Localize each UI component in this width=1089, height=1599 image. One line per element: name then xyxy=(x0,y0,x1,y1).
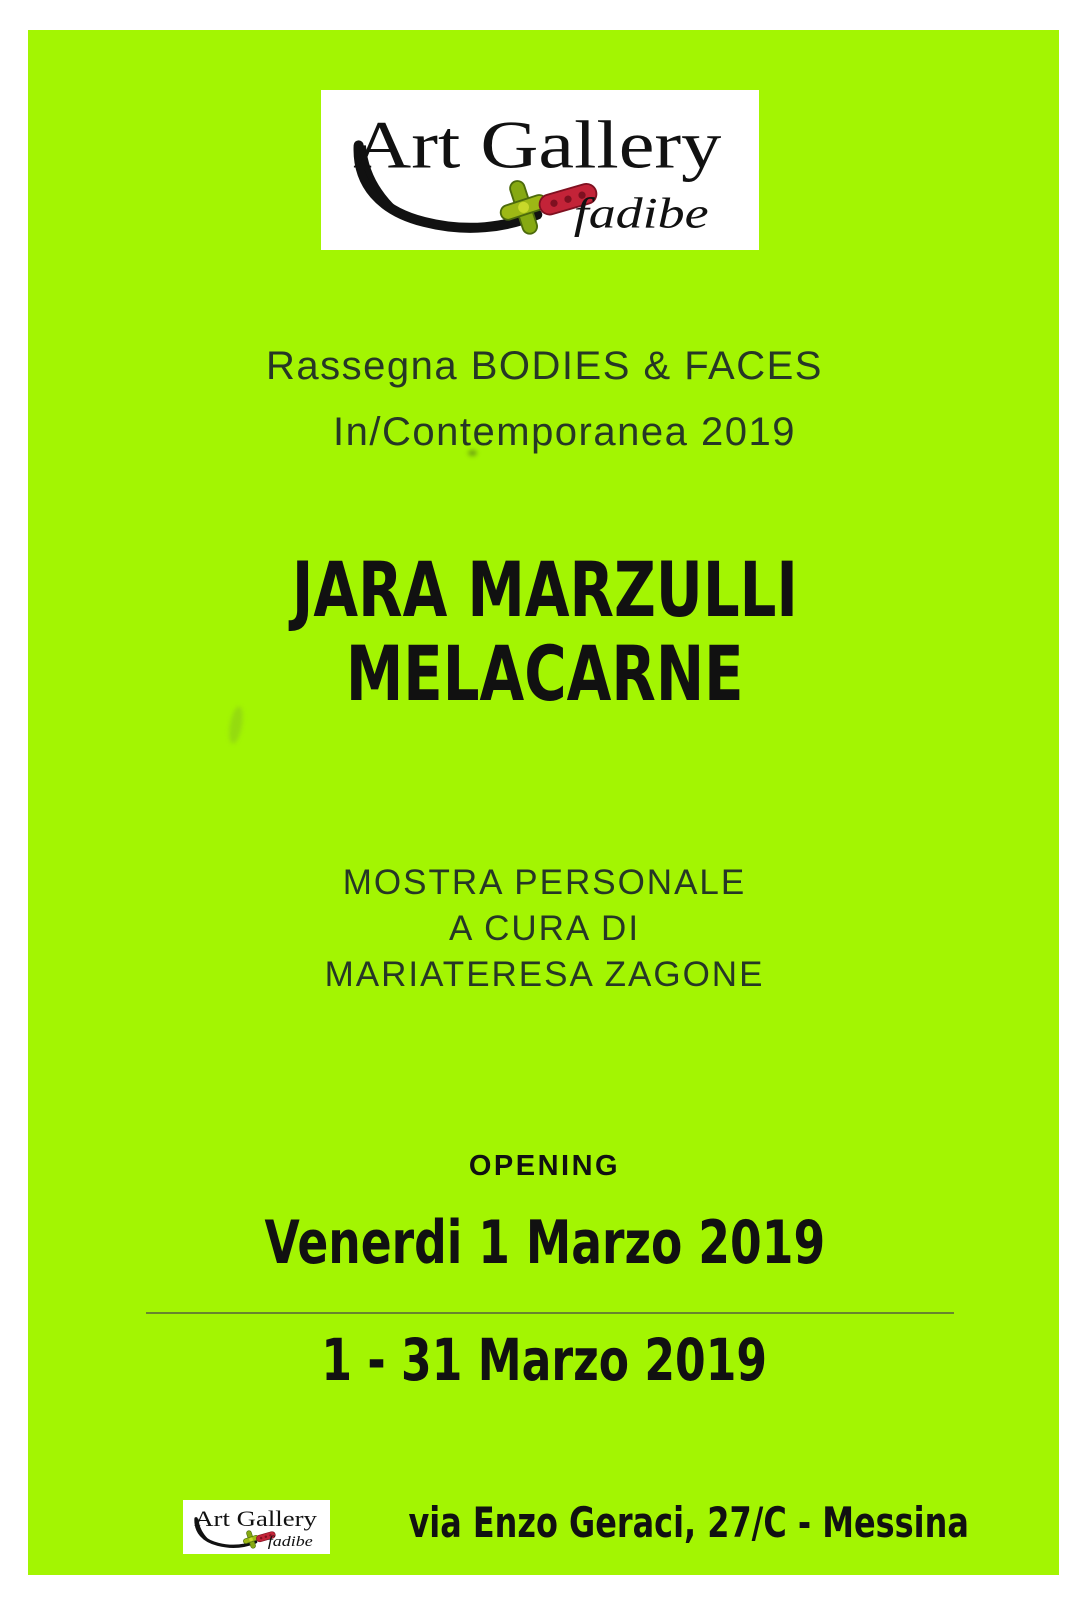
footer-logo-panel xyxy=(183,1500,330,1554)
gallery-address xyxy=(320,1498,969,1547)
opening-label: OPENING xyxy=(468,1150,621,1182)
art-gallery-fadibe-logo-icon xyxy=(336,98,744,242)
artist-name-block xyxy=(0,545,1089,718)
exhibition-dates-text: 1 - 31 Marzo 2019 xyxy=(321,1326,768,1394)
print-artifact xyxy=(468,450,477,456)
opening-date xyxy=(0,1208,1089,1278)
header-logo-panel xyxy=(321,90,759,250)
series-title-line2: In/Contemporanea 2019 xyxy=(333,410,796,454)
gallery-address-text: via Enzo Geraci, 27/C - Messina xyxy=(408,1498,969,1547)
dates-divider-line xyxy=(146,1312,954,1314)
exhibition-dates xyxy=(0,1326,1089,1394)
curator-line3: MARIATERESA ZAGONE xyxy=(324,955,765,994)
series-title-line1: Rassegna BODIES & FACES xyxy=(266,344,823,388)
curator-line2: A CURA DI xyxy=(448,909,641,948)
curator-line1: MOSTRA PERSONALE xyxy=(342,863,747,902)
artist-name-line1 xyxy=(0,545,1089,634)
art-gallery-fadibe-logo-small-icon xyxy=(188,1503,325,1551)
artist-name-line1-text: JARA MARZULLI xyxy=(291,545,798,634)
opening-date-text: Venerdi 1 Marzo 2019 xyxy=(264,1208,825,1278)
artist-name-line2 xyxy=(0,629,1089,718)
curator-block xyxy=(0,860,1089,998)
artist-name-line2-text: MELACARNE xyxy=(345,629,744,718)
